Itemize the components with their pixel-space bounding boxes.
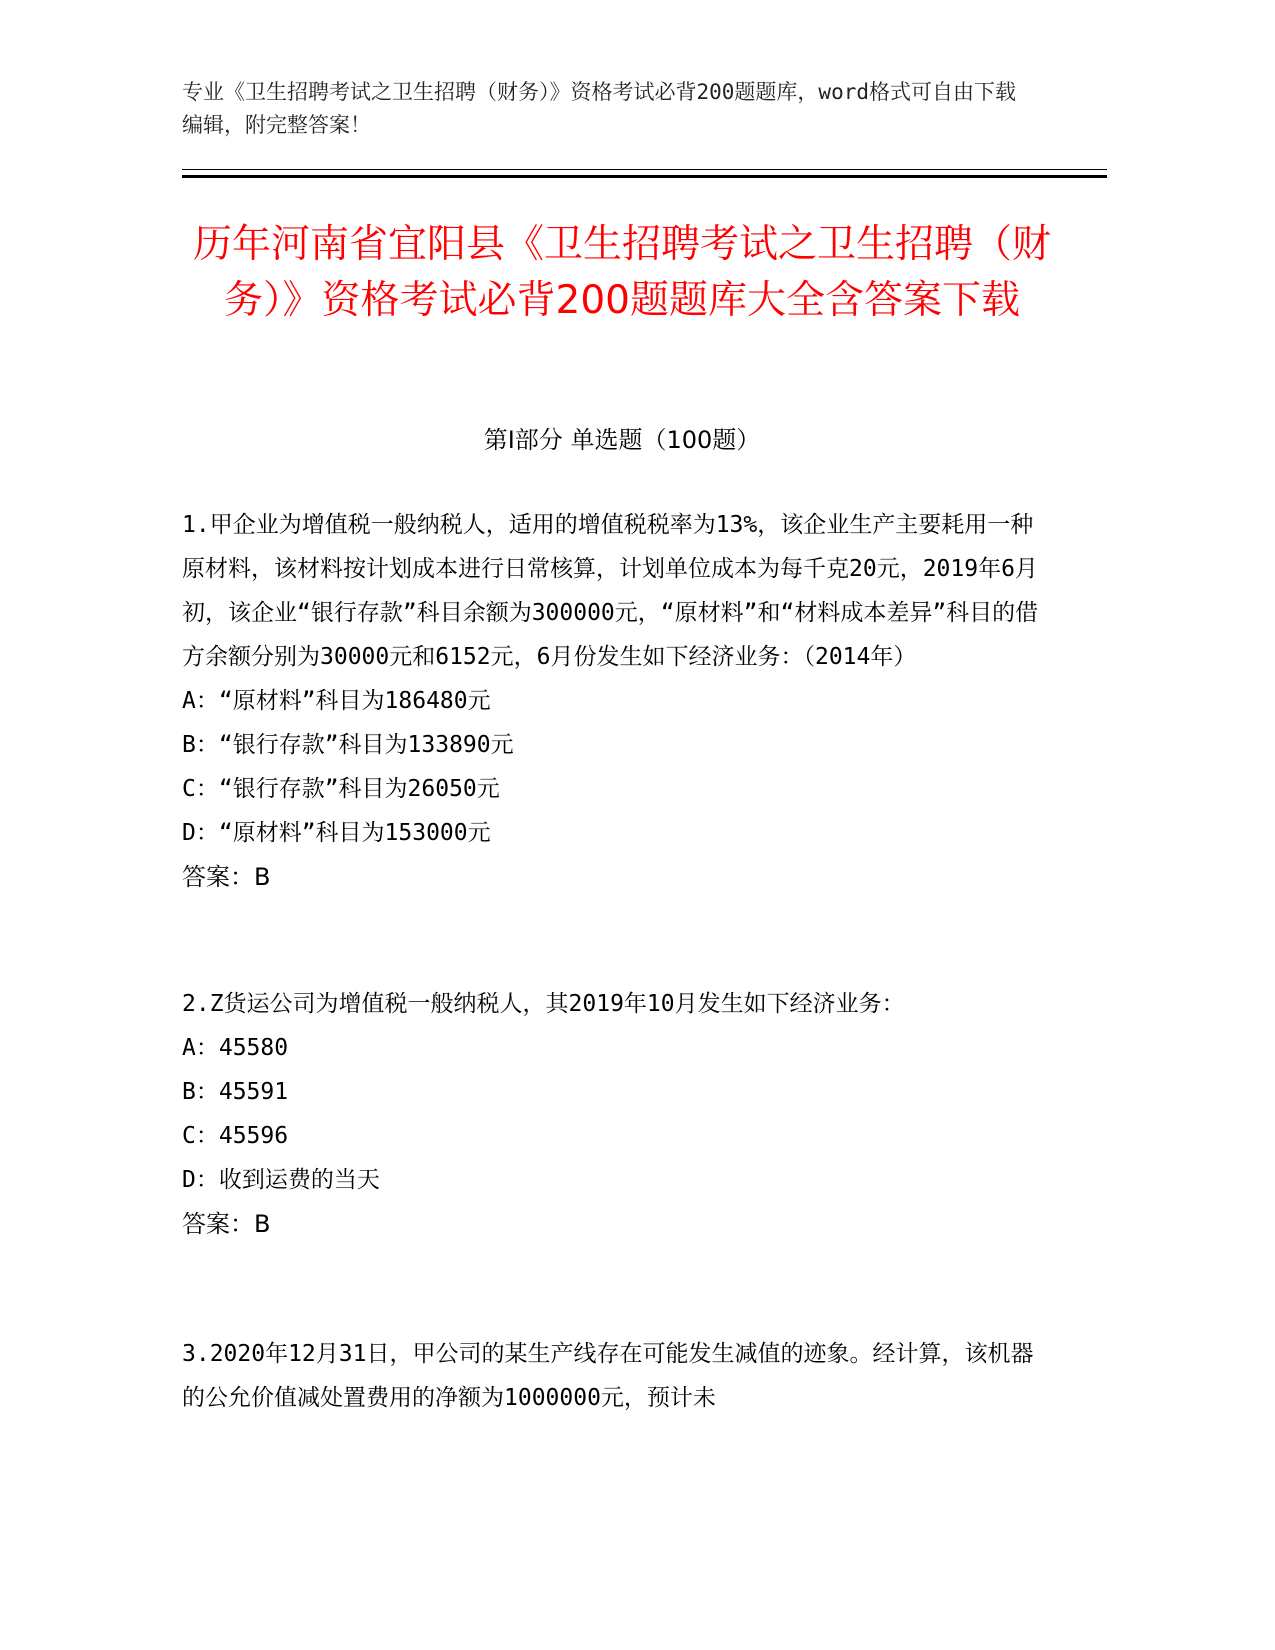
answer: 答案：B (182, 1210, 271, 1238)
header-note: 专业《卫生招聘考试之卫生招聘（财务）》资格考试必背200题题库，word格式可自由下载编辑，附完整答案！ (182, 80, 1016, 137)
option-b: B：45591 (182, 1079, 289, 1105)
question-stem: 1.甲企业为增值税一般纳税人，适用的增值税税率为13%，该企业生产主要耗用一种原材料，该材料按计划成本进行日常核算，计划单位成本为每千克20元，2019年6月初，该企业“银行存款”科目余额为300000元，“原材料”和“材料成本差异”科目的借方余额分别为30000元和6152元，6月份发生如下经济业务：（2014年） (182, 512, 1039, 670)
option-d: D：收到运费的当天 (182, 1167, 380, 1193)
option-a: A：45580 (182, 1035, 289, 1061)
header-rule-thin (182, 169, 1107, 170)
header-rule-thick (182, 175, 1107, 178)
option-a: A：“原材料”科目为186480元 (182, 688, 491, 714)
option-b: B：“银行存款”科目为133890元 (182, 732, 514, 758)
document-title: 历年河南省宜阳县《卫生招聘考试之卫生招聘（财务）》资格考试必背200题题库大全含答案下载 (192, 222, 1051, 323)
option-c: C：“银行存款”科目为26050元 (182, 776, 500, 802)
question-2 (182, 982, 1052, 1246)
answer: 答案：B (182, 863, 271, 891)
option-c: C：45596 (182, 1123, 289, 1149)
question-stem: 3.2020年12月31日，甲公司的某生产线存在可能发生减值的迹象。经计算，该机器的公允价值减处置费用的净额为1000000元，预计未 (182, 1341, 1034, 1411)
section-title: 第I部分 单选题（100题） (483, 426, 761, 454)
question-1 (182, 503, 1052, 899)
option-d: D：“原材料”科目为153000元 (182, 820, 491, 846)
question-3 (182, 1332, 1052, 1420)
question-stem: 2.Z货运公司为增值税一般纳税人，其2019年10月发生如下经济业务： (182, 991, 905, 1017)
